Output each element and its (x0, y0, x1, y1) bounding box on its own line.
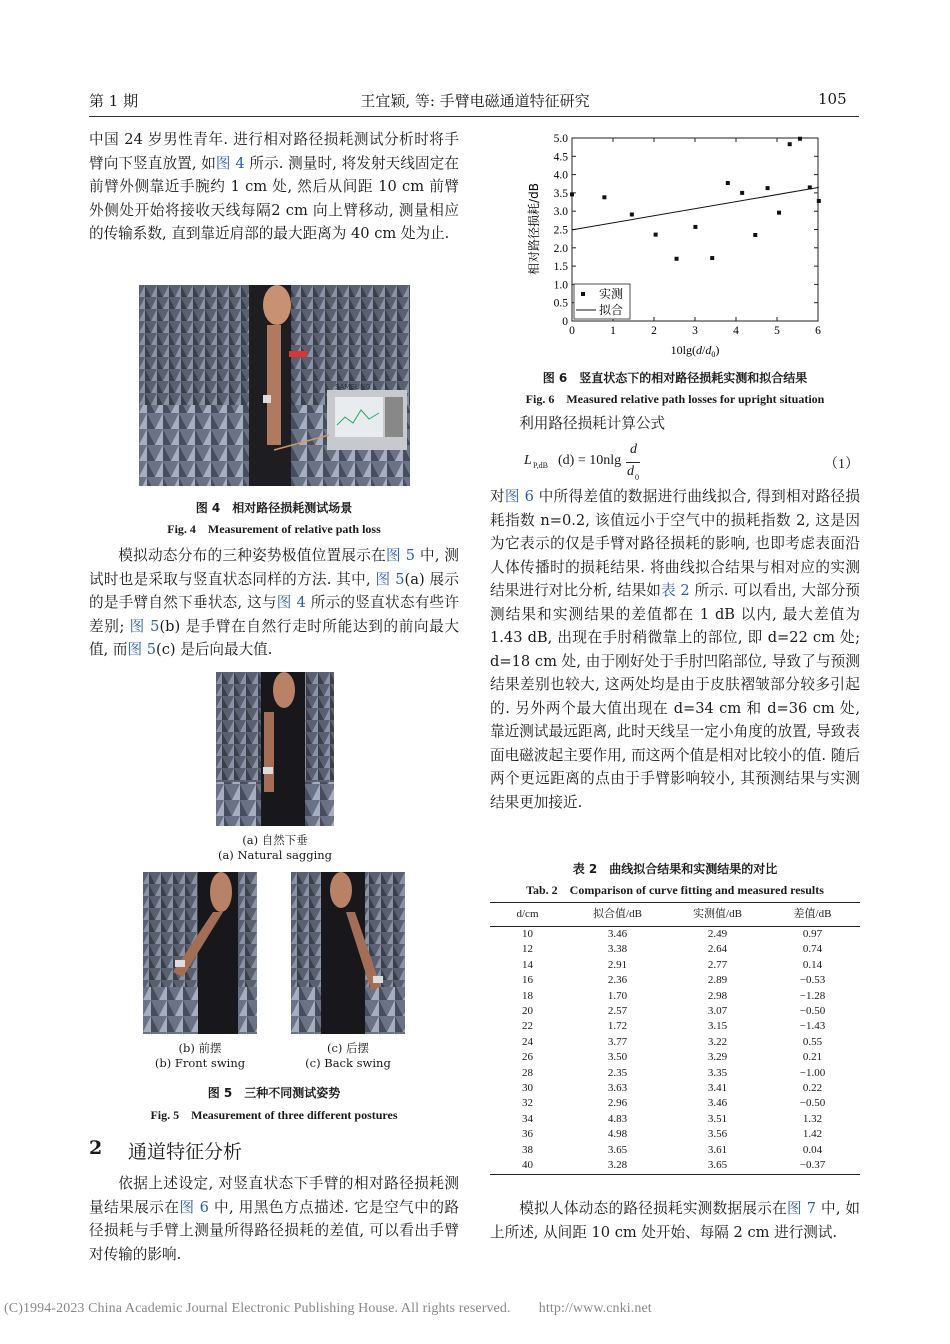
fig5a-photo (216, 672, 334, 826)
measured-point (753, 233, 757, 237)
table-cell: 2.96 (607, 1097, 628, 1110)
table-cell: 1.70 (607, 989, 628, 1002)
table-cell: 18 (522, 989, 533, 1002)
fig5c-caption (291, 1041, 405, 1071)
table-cell: 30 (522, 1082, 533, 1095)
table-row (490, 1096, 860, 1111)
table-cell: 20 (522, 1005, 533, 1018)
table-cell: 2.77 (707, 958, 728, 971)
x-tick-label: 4 (733, 325, 739, 337)
y-tick-label: 5.0 (553, 133, 568, 145)
fig5a-caption-cn: (a) 自然下垂 (242, 833, 308, 847)
measured-point (777, 211, 781, 215)
measured-point (798, 137, 802, 141)
y-tick-label: 1.0 (553, 279, 568, 292)
table-cell: 3.46 (607, 928, 628, 940)
table-cell: 0.74 (802, 943, 823, 956)
fig5-caption-cn: 图 5 三种不同测试姿势 (207, 1086, 341, 1100)
table-cell: 3.38 (607, 943, 628, 956)
y-tick-label: 1.5 (553, 261, 568, 274)
y-tick-label: 2.5 (553, 224, 568, 237)
measured-point (726, 181, 730, 185)
fig4-caption-cn: 图 4 相对路径损耗测试场景 (195, 501, 353, 515)
x-tick-label: 1 (610, 325, 616, 337)
table-row (490, 927, 860, 943)
measured-point (817, 199, 821, 203)
table-cell: −0.50 (799, 1097, 826, 1110)
formula-denominator-sub: 0 (635, 473, 639, 482)
formula-number: （1） (824, 457, 859, 472)
y-tick-label: 3.5 (553, 187, 568, 200)
table-cell: 3.22 (707, 1035, 728, 1048)
table-row (490, 1112, 860, 1127)
table-row (490, 1035, 860, 1050)
running-title: 王宜颖, 等: 手臂电磁通道特征研究 (360, 92, 590, 110)
table-cell: 3.50 (607, 1051, 628, 1064)
fig5c-caption-en: (c) Back swing (305, 1056, 391, 1070)
table-cell: 14 (522, 958, 533, 971)
header-rule (89, 116, 859, 117)
table-cell: 40 (522, 1159, 533, 1172)
table2-caption-cn: 表 2 曲线拟合结果和实测结果的对比 (572, 862, 778, 876)
fig4-link[interactable]: 图 4 (276, 594, 306, 611)
table-cell: 2.89 (707, 974, 728, 987)
table2-header-diff: 差值/dB (793, 907, 832, 920)
fig4-caption-en: Fig. 4 Measurement of relative path loss (167, 522, 381, 536)
table-cell: 3.77 (607, 1035, 628, 1048)
table-cell: 3.15 (707, 1020, 728, 1033)
table-cell: 36 (522, 1128, 533, 1141)
formula-intro: 利用路径损耗计算公式 (519, 415, 666, 432)
formula-numerator: d (630, 442, 637, 457)
table-cell: 28 (522, 1066, 533, 1079)
formula-denominator: d (627, 464, 634, 479)
table-row (490, 1127, 860, 1142)
table-cell: 0.97 (802, 928, 823, 940)
fig5b-caption-cn: (b) 前摆 (178, 1041, 222, 1055)
fig5b-caption-en: (b) Front swing (154, 1056, 246, 1070)
table2 (490, 902, 860, 1175)
table-cell: −1.00 (799, 1066, 826, 1079)
x-axis-label: $10\lg(d/d_0)$ (670, 343, 720, 358)
page-number: 105 (818, 90, 847, 108)
measured-point (693, 225, 697, 229)
table-cell: 2.49 (707, 928, 728, 940)
formula-fraction-bar (626, 462, 640, 463)
table-cell: 3.65 (607, 1143, 628, 1156)
fig6-caption-cn: 图 6 竖直状态下的相对路径损耗实测和拟合结果 (542, 371, 808, 385)
table-cell: 2.36 (607, 974, 628, 987)
x-tick-label: 6 (815, 325, 821, 337)
fig5-caption-en: Fig. 5 Measurement of three different postures (150, 1108, 398, 1122)
formula-lhs-sub: P,dB (533, 461, 548, 470)
paragraph-1: 中国 24 岁男性青年. 进行相对路径损耗测试分析时将手臂向下竖直放置, 如图 4 所示. 测量时, 将发射天线固定在前臂外侧靠近手腕约 1 cm 处, 然后从间距 10 cm 前臂外侧处开始将接收天线每隔2 cm 向上臂移动, 测量相应的传输系数, 直到靠近肩部的最大距离为 40 cm 处为止. (89, 131, 459, 242)
y-tick-label: 0 (562, 316, 568, 328)
table-cell: 3.56 (707, 1128, 728, 1141)
table-row (490, 942, 860, 957)
fig5b-photo (143, 872, 257, 1034)
table-cell: 3.61 (707, 1143, 728, 1156)
table-cell: 3.28 (607, 1159, 628, 1172)
table-cell: 3.51 (707, 1112, 728, 1125)
table-cell: 3.65 (707, 1159, 728, 1172)
fig4-link[interactable]: 图 4 (215, 154, 245, 172)
y-tick-label: 3.0 (553, 206, 568, 219)
table-row (490, 1050, 860, 1065)
measured-point (602, 195, 606, 199)
table2-header-d: d/cm (516, 907, 539, 920)
table-cell: 1.42 (802, 1128, 823, 1141)
table2-caption-en: Tab. 2 Comparison of curve fitting and measured results (526, 883, 824, 897)
y-tick-label: 4.0 (553, 169, 568, 182)
table-cell: 3.46 (707, 1097, 728, 1110)
copyright-footer: (C)1994-2023 China Academic Journal Electronic Publishing House. All rights reserved. http://www.cnki.net (4, 1301, 652, 1316)
fig6-link[interactable]: 图 6 (179, 1198, 209, 1216)
legend-measured-marker (581, 292, 585, 296)
table-row (490, 1004, 860, 1019)
table-row (490, 1019, 860, 1034)
table-row (490, 989, 860, 1004)
table-cell: 0.04 (802, 1143, 823, 1156)
formula-lhs: L (524, 453, 532, 468)
fig7-link[interactable]: 图 7 (786, 1200, 817, 1217)
table-cell: 24 (522, 1035, 533, 1048)
measured-point (788, 142, 792, 146)
y-tick-label: 0.5 (553, 297, 568, 310)
fig5c-caption-cn: (c) 后摆 (326, 1041, 370, 1055)
fig6-chart (506, 128, 836, 358)
issue-number: 第 1 期 (89, 92, 139, 110)
fig5b-caption (143, 1041, 257, 1071)
fig5a-caption (170, 833, 380, 863)
fig4-photo (139, 285, 410, 486)
table-row (490, 958, 860, 973)
table-cell: 38 (522, 1143, 533, 1156)
y-axis-label: 相对路径损耗/dB (527, 183, 541, 275)
table-cell: 3.29 (707, 1051, 728, 1064)
table-cell: 3.35 (707, 1066, 728, 1079)
table-row (490, 1158, 860, 1173)
table-cell: 1.72 (607, 1020, 628, 1033)
instrument-brand: SAMSUNG (335, 383, 371, 391)
table-cell: 32 (522, 1097, 533, 1110)
y-tick-label: 4.5 (553, 151, 568, 164)
measured-point (710, 256, 714, 260)
fig5a-link[interactable]: 图 5 (375, 570, 405, 588)
table-cell: −0.50 (799, 1005, 826, 1018)
paragraph-2: 模拟动态分布的三种姿势极值位置展示在图 5 中, 测试时也是采取与竖直状态同样的方法. 其中, 图 5(a) 展示的是手臂自然下垂状态, 这与图 4 所示的竖直状态有些许差别; 图 5(b) 是手臂在自然行走时所能达到的前向最大值, 而图 5(c) 是后向最大值. (89, 547, 459, 658)
fig6-link[interactable]: 图 6 (504, 488, 534, 505)
measured-point (675, 257, 679, 261)
table-row (490, 1066, 860, 1081)
x-tick-label: 0 (569, 325, 575, 337)
table2-header-fit: 拟合值/dB (593, 907, 642, 920)
section-title: 通道特征分析 (128, 1141, 243, 1163)
table-cell: −0.53 (799, 974, 826, 987)
table2-header-measured: 实测值/dB (693, 907, 742, 920)
formula-1 (524, 442, 860, 486)
table-row (490, 1143, 860, 1158)
measured-point (630, 212, 634, 216)
table-cell: 0.22 (802, 1082, 823, 1095)
fig5b-link[interactable]: 图 5 (129, 617, 160, 635)
table-row (490, 973, 860, 988)
formula-arg: (d) = 10nlg (558, 453, 622, 468)
table-cell: 2.57 (607, 1005, 628, 1018)
table2-link[interactable]: 表 2 (660, 582, 690, 599)
table-cell: 26 (522, 1051, 533, 1064)
table-cell: 0.55 (802, 1035, 823, 1048)
table-cell: 2.91 (607, 958, 628, 971)
measured-point (740, 191, 744, 195)
fit-line (572, 187, 819, 229)
legend-measured-label: 实测 (599, 287, 624, 301)
table-cell: 3.41 (707, 1082, 728, 1095)
table-cell: −1.28 (799, 989, 826, 1002)
table-cell: 22 (522, 1020, 533, 1033)
table-cell: 3.07 (707, 1005, 728, 1018)
table-cell: 2.98 (707, 989, 728, 1002)
measured-point (570, 192, 574, 196)
section-number: 2 (89, 1137, 103, 1159)
table-cell: 16 (522, 974, 533, 987)
fig6-caption-en: Fig. 6 Measured relative path losses for upright situation (525, 392, 825, 406)
table-cell: 0.21 (802, 1051, 823, 1064)
x-tick-label: 2 (651, 325, 657, 337)
x-tick-label: 3 (692, 325, 698, 337)
table-cell: 0.14 (802, 958, 823, 971)
table-cell: 10 (522, 928, 533, 940)
table-row (490, 1081, 860, 1096)
table-cell: 34 (522, 1112, 533, 1125)
table-cell: 12 (522, 943, 533, 956)
table-cell: −0.37 (799, 1159, 826, 1172)
paragraph-4: 对图 6 中所得差值的数据进行曲线拟合, 得到相对路径损耗指数 n=0.2, 该值远小于空气中的损耗指数 2, 这是因为它表示的仅是手臂对路径损耗的影响, 也即考虑表面沿人体传播时的损耗结果. 将曲线拟合结果与相对应的实测结果进行对比分析, 结果如表 2 所示. 可以看出, 大部分预测结果和实测结果的差值都在 1 dB 以内, 最大差值为 1.43 dB, 出现在手肘稍微靠上的部位, 即 d=22 cm 处; d=18 cm 处, 由于刚好处于手肘凹陷部位, 导致了与预测结果差别也较大, 这两处均是由于皮肤褶皱部分较多引起的. 另外两个最大值出现在 d=34 cm 和 d=36 cm 处, 靠近测试最远距离, 此时天线呈一定小角度的放置, 导致表面电磁波起主要作用, 而这两个值是相对比较小的值. 随后两个更远距离的点由于手臂影响较小, 其预测结果与实测结果更加接近. (490, 488, 860, 811)
measured-point (766, 186, 770, 190)
table-cell: 4.83 (607, 1112, 628, 1125)
table-cell: −1.43 (799, 1020, 826, 1033)
measured-point (808, 185, 812, 189)
table-cell: 2.64 (707, 943, 728, 956)
y-tick-label: 2.0 (553, 242, 568, 255)
paragraph-3: 依据上述设定, 对竖直状态下手臂的相对路径损耗测量结果展示在图 6 中, 用黑色方点描述. 它是空气中的路径损耗与手臂上测量所得路径损耗的差值, 可以看出手臂对传输的影响. (89, 1175, 459, 1263)
table-cell: 4.98 (607, 1128, 628, 1141)
paragraph-5: 模拟人体动态的路径损耗实测数据展示在图 7 中, 如上所述, 从间距 10 cm 处开始、每隔 2 cm 进行测试. (490, 1200, 860, 1241)
fig5a-caption-en: (a) Natural sagging (217, 848, 333, 862)
table-cell: 1.32 (802, 1112, 823, 1125)
fig5-link[interactable]: 图 5 (385, 547, 416, 564)
table-cell: 3.63 (607, 1082, 628, 1095)
fig5c-link[interactable]: 图 5 (127, 641, 156, 658)
measured-point (654, 233, 658, 237)
x-tick-label: 5 (774, 325, 780, 337)
table-cell: 2.35 (607, 1066, 628, 1079)
fig5c-photo (291, 872, 405, 1034)
legend-fit-label: 拟合 (599, 303, 624, 317)
